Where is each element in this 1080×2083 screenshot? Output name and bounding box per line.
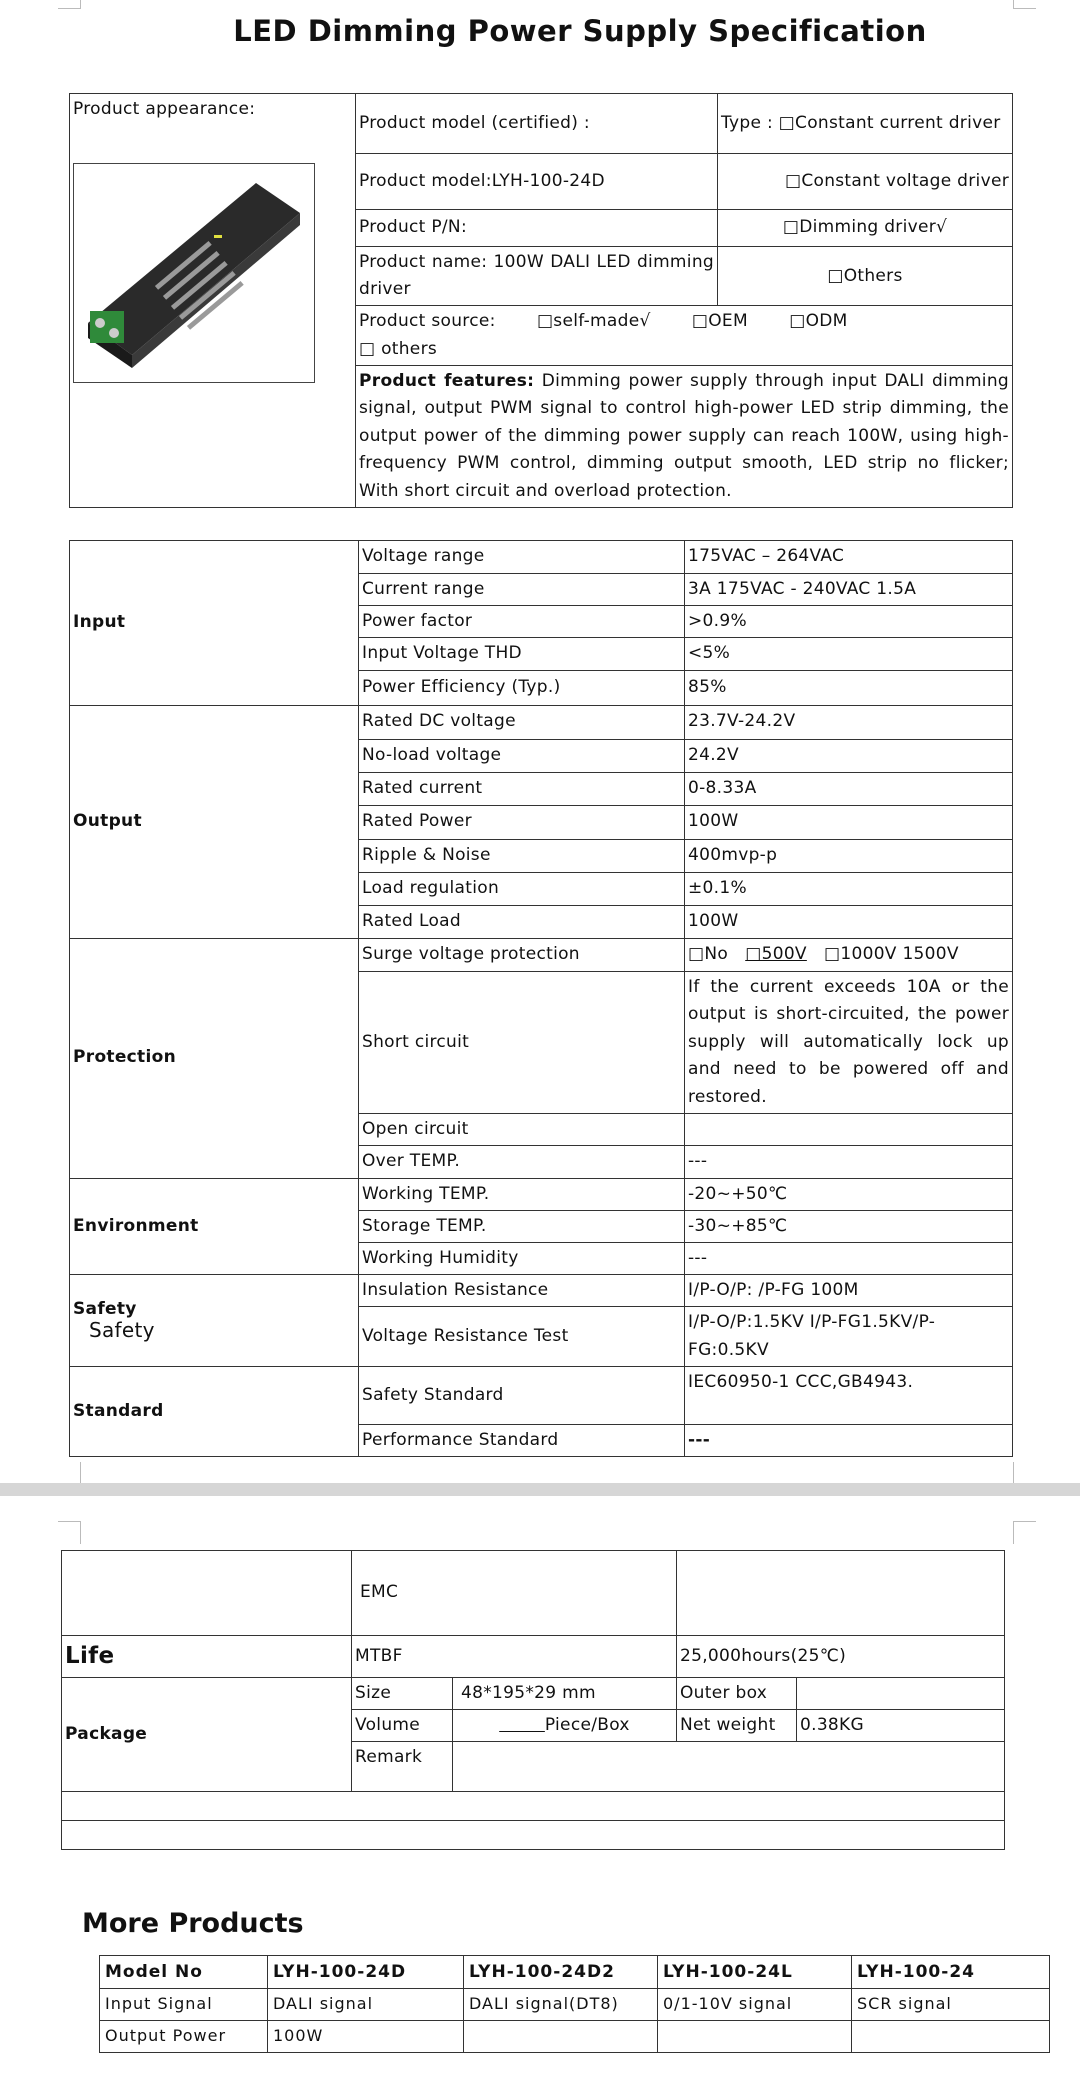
size-value: 48*195*29 mm: [453, 1677, 677, 1709]
mtbf-label: MTBF: [352, 1636, 677, 1678]
appearance-cell: [70, 94, 356, 508]
empty-row: [62, 1821, 1005, 1850]
size-label: Size: [352, 1677, 453, 1709]
page2-table: [61, 1550, 1005, 1850]
spec-label: Rated Power: [359, 805, 685, 839]
section-life: Life: [62, 1636, 352, 1678]
section-input: Input: [70, 541, 359, 706]
model-certified-cell: Product model (certified) :: [356, 94, 718, 154]
source-self-made: □self-made√: [536, 311, 651, 332]
empty-cell: [677, 1551, 1005, 1636]
section-environment: Environment: [70, 1178, 359, 1275]
empty-cell: [62, 1551, 352, 1636]
spec-value: If the current exceeds 10A or the output is short-circuited, the power supply will automatically lock up and need to be powered off and restored.: [685, 971, 1013, 1114]
table-cell: [464, 2021, 658, 2053]
spec-label: Insulation Resistance: [359, 1275, 685, 1307]
type-constant-voltage: □Constant voltage driver: [718, 154, 1013, 210]
spec-value: 0-8.33A: [685, 772, 1013, 805]
spec-label: Surge voltage protection: [359, 938, 685, 971]
product-pn-cell: Product P/N:: [356, 210, 718, 247]
features-text: Dimming power supply through input DALI dimming signal, output PWM signal to control high-power LED strip dimming, the output power of the dimming power supply can reach 100W, using high-frequency PWM control, dimming output smooth, LED strip no flicker; With short circuit and overload protection.: [359, 370, 1009, 501]
spec-value: <5%: [685, 638, 1013, 670]
section-safety-subtitle: Safety: [89, 1317, 155, 1342]
spec-value: 400mvp-p: [685, 839, 1013, 872]
table-header: LYH-100-24D2: [464, 1956, 658, 1989]
spec-value: 175VAC – 264VAC: [685, 541, 1013, 574]
product-model-cell: Product model:LYH-100-24D: [356, 154, 718, 210]
spec-label: Working TEMP.: [359, 1178, 685, 1210]
spec-value: -30~+85℃: [685, 1210, 1013, 1242]
spec-label: Current range: [359, 574, 685, 606]
section-standard: Standard: [70, 1366, 359, 1456]
remark-label: Remark: [352, 1742, 453, 1792]
type-constant-current: Type : □Constant current driver: [718, 94, 1013, 154]
source-odm: □ODM: [789, 311, 848, 332]
net-weight-value: 0.38KG: [797, 1709, 1005, 1741]
net-weight-label: Net weight: [677, 1709, 797, 1741]
spec-label: Rated DC voltage: [359, 705, 685, 739]
spec-value: 23.7V-24.2V: [685, 705, 1013, 739]
table-cell: DALI signal(DT8): [464, 1989, 658, 2021]
spec-label: Voltage range: [359, 541, 685, 574]
spec-label: Working Humidity: [359, 1242, 685, 1274]
spec-value: ---: [685, 1146, 1013, 1178]
power-supply-image: [78, 173, 310, 373]
table-header: Model No: [100, 1956, 268, 1989]
page-separator: [0, 1483, 1080, 1496]
spec-label: Power Efficiency (Typ.): [359, 670, 685, 705]
spec-value: ---: [685, 1424, 1013, 1456]
product-image: [73, 163, 315, 383]
spec-label: Ripple & Noise: [359, 839, 685, 872]
outer-box-label: Outer box: [677, 1677, 797, 1709]
volume-label: Volume: [352, 1709, 453, 1741]
spec-label: Input Voltage THD: [359, 638, 685, 670]
spec-table: [69, 540, 1013, 1457]
spec-label: Safety Standard: [359, 1366, 685, 1424]
source-label: Product source:: [359, 311, 496, 332]
spec-value: -20~+50℃: [685, 1178, 1013, 1210]
outer-box-value: [797, 1677, 1005, 1709]
spec-label: Open circuit: [359, 1114, 685, 1146]
surge-options: [685, 938, 1013, 971]
volume-value: Piece/Box: [544, 1714, 630, 1735]
source-others: □ others: [359, 338, 438, 359]
spec-value: ---: [685, 1242, 1013, 1274]
page-title: LED Dimming Power Supply Specification: [233, 14, 927, 48]
product-name-cell: Product name: 100W DALI LED dimming driver: [356, 247, 718, 306]
page-corner-mark: [58, 1521, 81, 1544]
surge-other: □1000V 1500V: [823, 943, 959, 964]
surge-no: □No: [688, 943, 729, 964]
product-info-table: [69, 93, 1013, 508]
table-cell: SCR signal: [852, 1989, 1050, 2021]
table-cell: 0/1-10V signal: [658, 1989, 852, 2021]
appearance-label: Product appearance:: [73, 99, 256, 119]
empty-row: [62, 1792, 1005, 1821]
spec-value: 85%: [685, 670, 1013, 705]
spec-value: 24.2V: [685, 739, 1013, 772]
spec-value: IEC60950-1 CCC,GB4943.: [685, 1366, 1013, 1424]
spec-label: Performance Standard: [359, 1424, 685, 1456]
spec-label: No-load voltage: [359, 739, 685, 772]
spec-label: Rated Load: [359, 905, 685, 938]
spec-value: 3A 175VAC - 240VAC 1.5A: [685, 574, 1013, 606]
type-dimming-driver: □Dimming driver√: [718, 210, 1013, 247]
spec-value: I/P-O/P: /P-FG 100M: [685, 1275, 1013, 1307]
type-others: □Others: [718, 247, 1013, 306]
table-header: LYH-100-24: [852, 1956, 1050, 1989]
remark-value: [453, 1742, 1005, 1792]
spec-value: 100W: [685, 805, 1013, 839]
product-source-cell: [356, 306, 1013, 365]
page-corner-mark: [58, 0, 81, 9]
section-safety: [70, 1275, 359, 1367]
table-cell: DALI signal: [268, 1989, 464, 2021]
more-products-table: [99, 1955, 1050, 2053]
spec-label: Storage TEMP.: [359, 1210, 685, 1242]
spec-label: Power factor: [359, 606, 685, 638]
table-cell: [658, 2021, 852, 2053]
source-oem: □OEM: [691, 311, 748, 332]
spec-value: [685, 1114, 1013, 1146]
spec-value: I/P-O/P:1.5KV I/P-FG1.5KV/P-FG:0.5KV: [685, 1307, 1013, 1366]
table-cell: [852, 2021, 1050, 2053]
section-package: Package: [62, 1677, 352, 1791]
spec-label: Load regulation: [359, 872, 685, 905]
table-cell: Output Power: [100, 2021, 268, 2053]
table-header: LYH-100-24L: [658, 1956, 852, 1989]
table-cell: 100W: [268, 2021, 464, 2053]
table-cell: Input Signal: [100, 1989, 268, 2021]
spec-label: Over TEMP.: [359, 1146, 685, 1178]
page-corner-mark: [58, 1462, 81, 1485]
spec-label: Short circuit: [359, 971, 685, 1114]
page-corner-mark: [1013, 1521, 1036, 1544]
features-label: Product features:: [359, 370, 535, 391]
volume-value-cell: [453, 1709, 677, 1741]
product-features-cell: [356, 365, 1013, 508]
table-header: LYH-100-24D: [268, 1956, 464, 1989]
emc-label: EMC: [352, 1551, 677, 1636]
spec-value: 100W: [685, 905, 1013, 938]
spec-label: Rated current: [359, 772, 685, 805]
page-corner-mark: [1013, 1462, 1036, 1485]
section-output: Output: [70, 705, 359, 938]
spec-value: ±0.1%: [685, 872, 1013, 905]
page-corner-mark: [1013, 0, 1036, 9]
mtbf-value: 25,000hours(25℃): [677, 1636, 1005, 1678]
section-safety-title: Safety: [73, 1299, 137, 1320]
surge-500v: □500V: [745, 943, 807, 964]
section-protection: Protection: [70, 938, 359, 1178]
spec-label: Voltage Resistance Test: [359, 1307, 685, 1366]
spec-value: >0.9%: [685, 606, 1013, 638]
more-products-heading: More Products: [82, 1908, 304, 1939]
